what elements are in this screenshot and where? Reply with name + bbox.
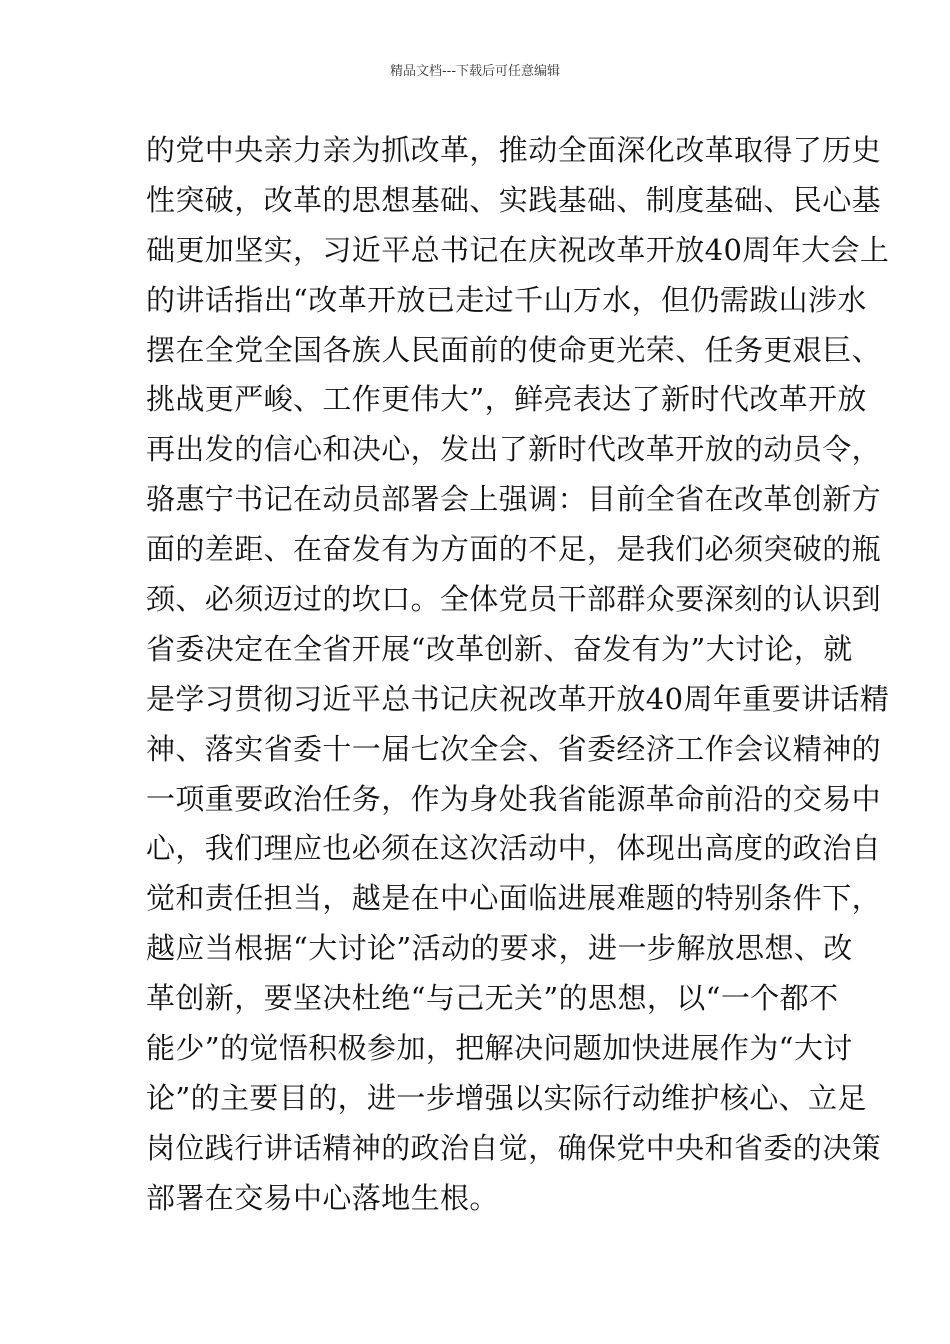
text-line: 摆在全党全国各族人民面前的使命更光荣、任务更艰巨、 [146, 332, 882, 367]
text-line: 部署在交易中心落地生根。 [146, 1180, 499, 1215]
text-line: 骆惠宁书记在动员部署会上强调：目前全省在改革创新方 [146, 482, 882, 517]
text-line: 越应当根据“大讨论”活动的要求，进一步解放思想、改 [146, 931, 853, 966]
text-line: 性突破，改革的思想基础、实践基础、制度基础、民心基 [146, 182, 882, 217]
text-line: 省委决定在全省开展“改革创新、奋发有为”大讨论，就 [146, 631, 853, 666]
text-line: 的讲话指出“改革开放已走过千山万水，但仍需跋山涉水 [146, 282, 867, 317]
text-line: 一项重要政治任务，作为身处我省能源革命前沿的交易中 [146, 781, 882, 816]
text-line: 革创新，要坚决杜绝“与己无关”的思想，以“一个都不 [146, 981, 839, 1016]
text-line: 能少”的觉悟积极参加，把解决问题加快进展作为“大讨 [146, 1031, 853, 1066]
page-header: 精品文档---下载后可任意编辑 [389, 64, 561, 79]
text-line: 再出发的信心和决心，发出了新时代改革开放的动员令， [146, 432, 882, 467]
body-paragraph [146, 126, 890, 1224]
text-line: 面的差距、在奋发有为方面的不足，是我们必须突破的瓶 [146, 532, 882, 567]
text-line: 是学习贯彻习近平总书记庆祝改革开放40周年重要讲话精 [146, 681, 890, 716]
text-line: 神、落实省委十一届七次全会、省委经济工作会议精神的 [146, 731, 882, 766]
text-line: 础更加坚实，习近平总书记在庆祝改革开放40周年大会上 [146, 232, 890, 267]
text-line: 论”的主要目的，进一步增强以实际行动维护核心、立足 [146, 1080, 867, 1115]
text-line: 颈、必须迈过的坎口。全体党员干部群众要深刻的认识到 [146, 582, 882, 617]
text-line: 岗位践行讲话精神的政治自觉，确保党中央和省委的决策 [146, 1130, 882, 1165]
text-line: 心，我们理应也必须在这次活动中，体现出高度的政治自 [146, 831, 882, 866]
text-line: 的党中央亲力亲为抓改革，推动全面深化改革取得了历史 [146, 133, 882, 167]
text-line: 挑战更严峻、工作更伟大”，鲜亮表达了新时代改革开放 [146, 382, 867, 417]
text-line: 觉和责任担当，越是在中心面临进展难题的特别条件下， [146, 881, 882, 916]
